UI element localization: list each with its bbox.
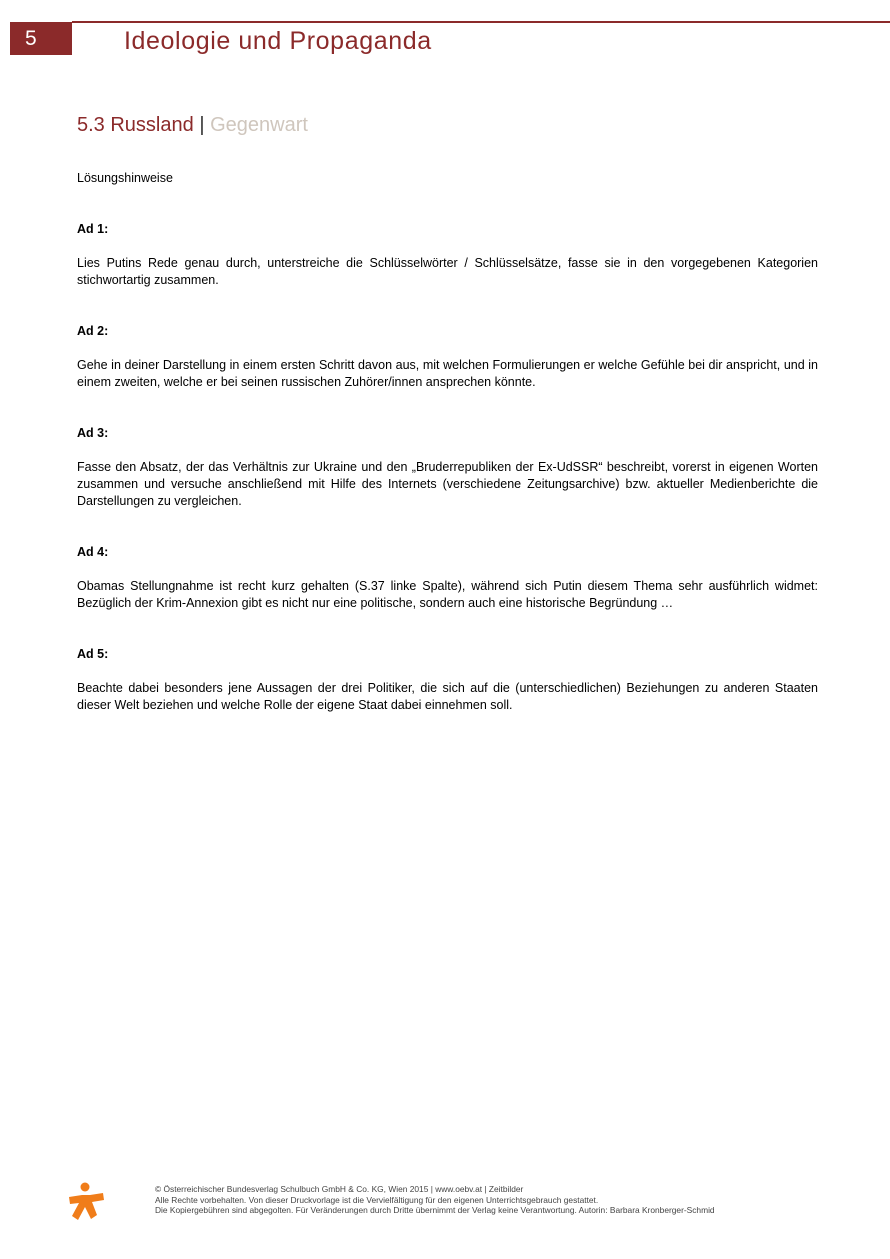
answer-text: Lies Putins Rede genau durch, unterstreiche die Schlüsselwörter / Schlüsselsätze, fasse sie in den vorgegebenen Kategorien stichwortartig zusammen. bbox=[77, 256, 818, 287]
answer-block-3 bbox=[77, 425, 818, 510]
section-subtitle: Gegenwart bbox=[210, 114, 308, 136]
section-separator: | bbox=[199, 114, 205, 136]
header-rule bbox=[72, 21, 890, 23]
main-content bbox=[77, 170, 818, 748]
section-number-title: 5.3 Russland bbox=[77, 114, 194, 136]
answer-text: Fasse den Absatz, der das Verhältnis zur Ukraine und den „Bruderrepubliken der Ex-UdSSR“ beschreibt, vorerst in eigenen Worten zusammen und versuche anschließend mit Hilfe des Internets (verschiedene Zeitungsarchive) bzw. aktueller Medienberichte die Darstellungen zu vergleichen. bbox=[77, 460, 818, 508]
answer-label: Ad 3: bbox=[77, 426, 109, 440]
answer-label: Ad 5: bbox=[77, 647, 109, 661]
chapter-title: Ideologie und Propaganda bbox=[124, 27, 432, 55]
answer-block-2 bbox=[77, 323, 818, 391]
footer-line: © Österreichischer Bundesverlag Schulbuch GmbH & Co. KG, Wien 2015 | www.oebv.at | Zeitbilder bbox=[155, 1184, 524, 1194]
answer-label: Ad 1: bbox=[77, 222, 109, 236]
answer-text: Obamas Stellungnahme ist recht kurz gehalten (S.37 linke Spalte), während sich Putin diesem Thema sehr ausführlich widmet: Bezüglich der Krim-Annexion gibt es nicht nur eine politische, sondern auch eine historische Begründung … bbox=[77, 579, 818, 610]
answer-label: Ad 4: bbox=[77, 545, 109, 559]
footer-copyright bbox=[155, 1184, 715, 1216]
oebv-logo-icon bbox=[66, 1182, 106, 1222]
answer-block-4 bbox=[77, 544, 818, 612]
section-heading bbox=[77, 114, 308, 137]
answer-label: Ad 2: bbox=[77, 324, 109, 338]
chapter-number-badge: 5 bbox=[10, 22, 72, 55]
footer-line: Die Kopiergebühren sind abgegolten. Für Veränderungen durch Dritte übernimmt der Verlag keine Verantwortung. Autorin: Barbara Kronberger-Schmid bbox=[155, 1205, 715, 1215]
answer-block-1 bbox=[77, 221, 818, 289]
answer-block-5 bbox=[77, 646, 818, 714]
answer-text: Gehe in deiner Darstellung in einem ersten Schritt davon aus, mit welchen Formulierungen er welche Gefühle bei dir anspricht, und in einem zweiten, welche er bei seinen russischen Zuhörer/innen ansprechen könnte. bbox=[77, 358, 818, 389]
intro-label: Lösungshinweise bbox=[77, 171, 173, 185]
answer-text: Beachte dabei besonders jene Aussagen der drei Politiker, die sich auf die (unterschiedlichen) Beziehungen zu anderen Staaten dieser Welt beziehen und welche Rolle der eigene Staat dabei einnehmen soll. bbox=[77, 681, 818, 712]
footer-line: Alle Rechte vorbehalten. Von dieser Druckvorlage ist die Vervielfältigung für den eigenen Unterrichtsgebrauch gestattet. bbox=[155, 1194, 599, 1205]
